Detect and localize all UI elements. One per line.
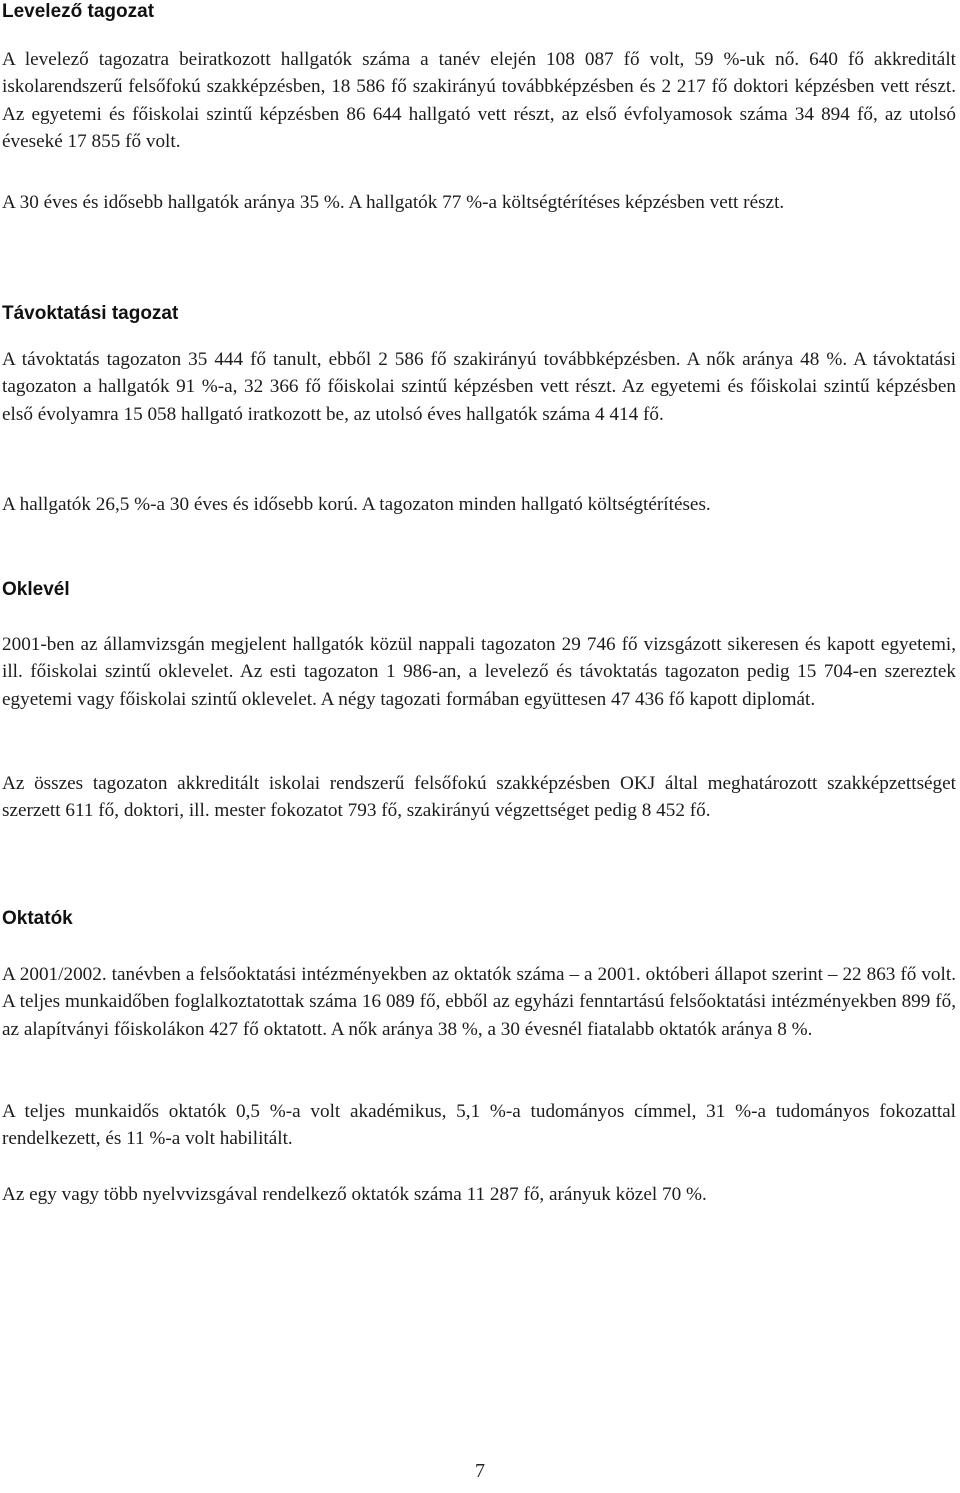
- section-heading-oklevel: Oklevél: [2, 579, 70, 600]
- paragraph-oktatok-degrees: A teljes munkaidős oktatók 0,5 %-a volt akadémikus, 5,1 %-a tudományos címmel, 31 %-a tudományos fokozattal rendelkezett, és 11 %-a volt habilitált.: [2, 1101, 956, 1150]
- paragraph-tavoktatas-enrollment: A távoktatás tagozaton 35 444 fő tanult, ebből 2 586 fő szakirányú továbbképzésben. A nők aránya 48 %. A távoktatási tagozaton a hallgatók 91 %-a, 32 366 fő főiskolai szintű képzésben vett részt. Az egyetemi és főiskolai szintű képzésben első évolyamra 15 058 hallgató iratkozott be, az utolsó éves hallgatók száma 4 414 fő.: [2, 349, 956, 425]
- paragraph-levelezo-age-cost: A 30 éves és idősebb hallgatók aránya 35 %. A hallgatók 77 %-a költségtérítéses képzésben vett részt.: [2, 192, 785, 213]
- paragraph-oktatok-languages: Az egy vagy több nyelvvizsgával rendelkező oktatók száma 11 287 fő, arányuk közel 70 %.: [2, 1184, 707, 1205]
- section-heading-oktatok: Oktatók: [2, 908, 73, 929]
- paragraph-oklevel-qualifications: Az összes tagozaton akkreditált iskolai rendszerű felsőfokú szakképzésben OKJ által meghatározott szakképzettséget szerzett 611 fő, doktori, ill. mester fokozatot 793 fő, szakirányú végzettséget pedig 8 452 fő.: [2, 773, 956, 822]
- paragraph-oktatok-headcount: A 2001/2002. tanévben a felsőoktatási intézményekben az oktatók száma – a 2001. októberi állapot szerint – 22 863 fő volt. A teljes munkaidőben foglalkoztatottak száma 16 089 fő, ebből az egyházi fenntartású felsőoktatási intézményekben 899 fő, az alapítványi főiskolákon 427 fő oktatott. A nők aránya 38 %, a 30 évesnél fiatalabb oktatók aránya 8 %.: [2, 964, 956, 1040]
- paragraph-levelezo-enrollment: A levelező tagozatra beiratkozott hallgatók száma a tanév elején 108 087 fő volt, 59 %-uk nő. 640 fő akkreditált iskolarendszerű felsőfokú szakképzésben, 18 586 fő szakirányú továbbképzésben és 2 217 fő doktori képzésben vett részt. Az egyetemi és főiskolai szintű képzésben 86 644 hallgató vett részt, az első évfolyamosok száma 34 894 fő, az utolsó éveseké 17 855 fő volt.: [2, 49, 956, 153]
- paragraph-tavoktatas-age-cost: A hallgatók 26,5 %-a 30 éves és idősebb korú. A tagozaton minden hallgató költségtérítéses.: [2, 494, 711, 515]
- section-heading-levelezo-tagozat: Levelező tagozat: [2, 1, 155, 22]
- page-number: 7: [475, 1460, 485, 1482]
- paragraph-oklevel-diplomas: 2001-ben az államvizsgán megjelent hallgatók közül nappali tagozaton 29 746 fő vizsgázott sikeresen és kapott egyetemi, ill. főiskolai szintű oklevelet. Az esti tagozaton 1 986-an, a levelező és távoktatás tagozaton pedig 15 704-en szereztek egyetemi vagy főiskolai szintű oklevelet. A négy tagozati formában együttesen 47 436 fő kapott diplomát.: [2, 634, 956, 710]
- section-heading-tavoktatasi-tagozat: Távoktatási tagozat: [2, 303, 179, 324]
